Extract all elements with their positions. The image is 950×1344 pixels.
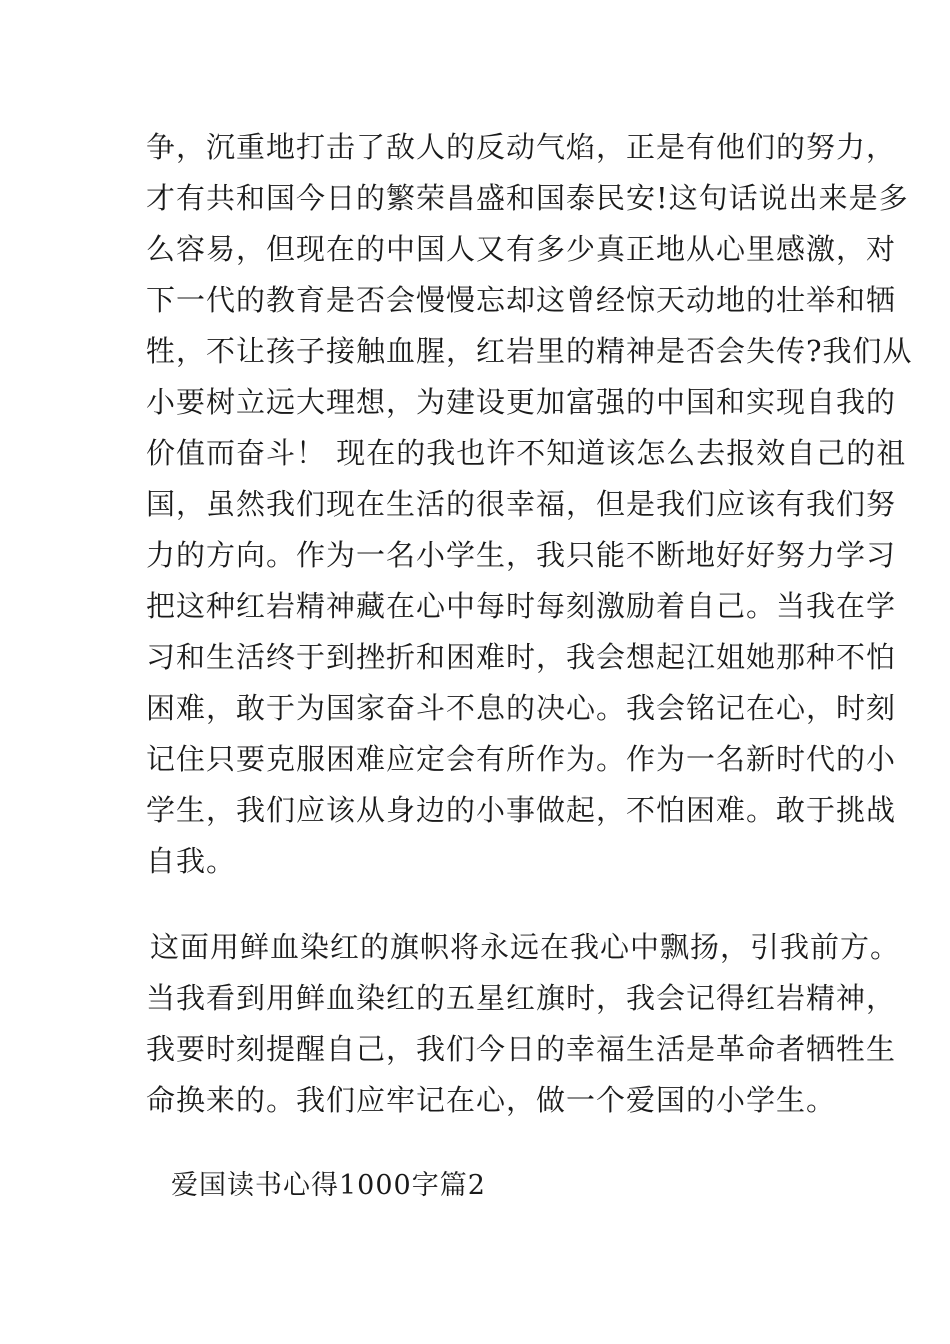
paragraph-line: 命换来的。我们应牢记在心，做一个爱国的小学生。 — [146, 1083, 837, 1117]
paragraph-line: 价值而奋斗！ 现在的我也许不知道该怎么去报效自己的祖 — [146, 436, 907, 470]
paragraph-line: 小要树立远大理想，为建设更加富强的中国和实现自我的 — [146, 385, 897, 419]
paragraph-line: 我要时刻提醒自己，我们今日的幸福生活是革命者牺牲生 — [146, 1032, 897, 1066]
paragraph-line: 习和生活终于到挫折和困难时，我会想起江姐她那种不怕 — [146, 640, 897, 674]
paragraph-line: 当我看到用鲜血染红的五星红旗时，我会记得红岩精神， — [146, 981, 897, 1015]
paragraph-line: 把这种红岩精神藏在心中每时每刻激励着自己。当我在学 — [146, 589, 897, 623]
paragraph-line: 么容易，但现在的中国人又有多少真正地从心里感激，对 — [146, 232, 897, 266]
paragraph-line: 这面用鲜血染红的旗帜将永远在我心中飘扬，引我前方。 — [150, 930, 901, 964]
paragraph-line: 争，沉重地打击了敌人的反动气焰，正是有他们的努力， — [146, 130, 897, 164]
paragraph-line: 牲，不让孩子接触血腥，红岩里的精神是否会失传?我们从 — [146, 334, 913, 368]
paragraph-line: 困难，敢于为国家奋斗不息的决心。我会铭记在心，时刻 — [146, 691, 897, 725]
paragraph-line: 学生，我们应该从身边的小事做起，不怕困难。敢于挑战 — [146, 793, 897, 827]
paragraph-line: 国，虽然我们现在生活的很幸福，但是我们应该有我们努 — [146, 487, 897, 521]
paragraph-line: 记住只要克服困难应定会有所作为。作为一名新时代的小 — [146, 742, 897, 776]
paragraph-line: 自我。 — [146, 844, 237, 878]
paragraph-line: 力的方向。作为一名小学生，我只能不断地好好努力学习 — [146, 538, 897, 572]
section-heading: 爱国读书心得1000字篇2 — [171, 1170, 486, 1201]
paragraph-line: 才有共和国今日的繁荣昌盛和国泰民安!这句话说出来是多 — [146, 181, 909, 215]
paragraph-line: 下一代的教育是否会慢慢忘却这曾经惊天动地的壮举和牺 — [146, 283, 897, 317]
